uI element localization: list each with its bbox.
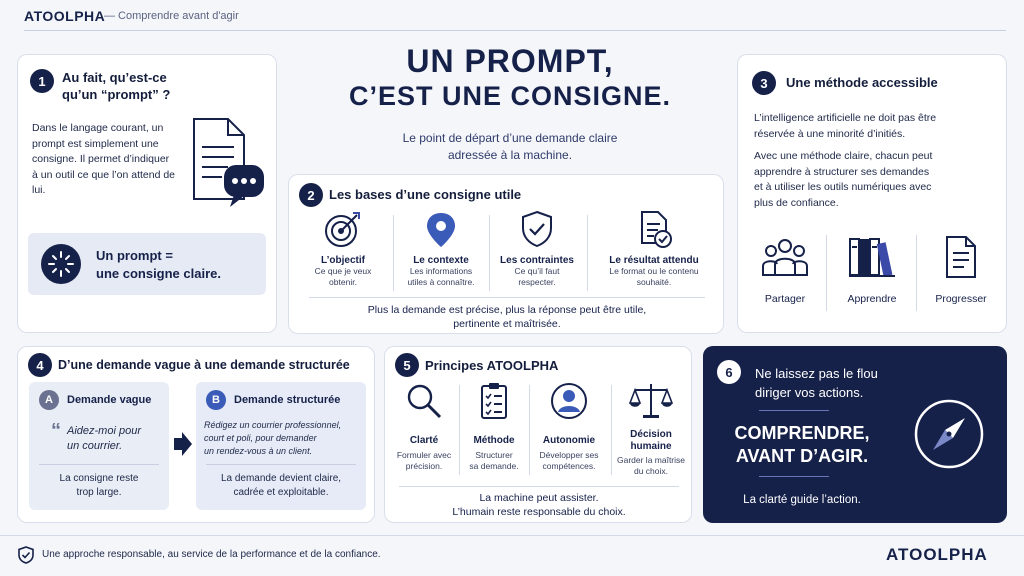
- s2-item-contraintes: [489, 209, 585, 288]
- vague-note-line: trop large.: [76, 487, 122, 498]
- sparkle-icon: [40, 243, 82, 285]
- s2-item-objectif: [295, 209, 391, 288]
- vague-quote-line: un courrier.: [67, 440, 123, 452]
- s2-item-sub: [587, 266, 721, 288]
- location-pin-icon: [421, 209, 461, 249]
- divider: [916, 235, 917, 311]
- s2-item-sub-line: souhaité.: [636, 277, 672, 287]
- s5-item-label-line: Autonomie: [542, 435, 596, 446]
- divider: [826, 235, 827, 311]
- s2-item-sub-line: respecter.: [518, 277, 556, 287]
- section-1-number: 1: [30, 69, 54, 93]
- vague-request-title: Demande vague: [67, 394, 152, 406]
- vague-note-line: La consigne reste: [59, 473, 139, 484]
- structured-quote-line: court et poli, pour demander: [204, 433, 317, 443]
- vague-note: [29, 472, 169, 500]
- section-1-card: [17, 54, 277, 333]
- section-3-p1-line: réservée à une minorité d’initiés.: [754, 127, 906, 140]
- vague-quote: [67, 424, 141, 454]
- s5-item-sub-line: Garder la maîtrise: [616, 455, 686, 465]
- section-4-title: D’une demande vague à une demande structurée: [58, 358, 350, 372]
- s5-item-methode: [459, 381, 529, 472]
- s3-item-progresser: [918, 235, 1004, 305]
- section-1-body: [32, 121, 192, 199]
- magnifier-icon: [404, 381, 444, 421]
- s2-item-label: Les contraintes: [500, 255, 574, 266]
- s2-item-sub-line: obtenir.: [329, 277, 357, 287]
- section-3-p2-line: apprendre à structurer ses demandes: [754, 165, 930, 178]
- footer-divider: [0, 535, 1024, 536]
- s3-item-label: Apprendre: [847, 293, 897, 305]
- s2-item-label: L’objectif: [321, 255, 365, 266]
- section-3-card: [737, 54, 1007, 333]
- section-4-number: 4: [28, 353, 52, 377]
- section-5-title: Principes ATOOLPHA: [425, 358, 559, 373]
- section-6-slogan-line1: COMPRENDRE,: [734, 423, 870, 443]
- s5-item-sub: [529, 450, 609, 472]
- document-chat-icon: [188, 115, 268, 210]
- hero-subtitle: [300, 130, 720, 164]
- person-icon: [549, 381, 589, 421]
- s5-item-label: [459, 435, 529, 446]
- section-3-number: 3: [752, 71, 776, 95]
- section-3-p2-line: plus de confiance.: [754, 196, 839, 209]
- structured-note-line: cadrée et exploitable.: [233, 487, 329, 498]
- section-6-intro-line2: diriger vos actions.: [755, 385, 864, 400]
- header-tagline: — Comprendre avant d'agir: [104, 10, 239, 22]
- section-2-title: Les bases d’une consigne utile: [329, 187, 522, 202]
- section-3-p1-line: L’intelligence artificielle ne doit pas être: [754, 112, 937, 124]
- divider: [206, 464, 356, 465]
- people-icon: [760, 235, 810, 279]
- section-1-body-line: à un outil ce que l’on attend de: [32, 168, 176, 181]
- s5-item-decision: [611, 381, 691, 477]
- s5-item-label-line: Décision: [630, 429, 672, 440]
- section-2-footer-line1: Plus la demande est précise, plus la réponse peut être utile,: [367, 304, 647, 316]
- footer-brand-logo: ATOOLPHA: [886, 545, 988, 564]
- s2-item-sub-line: Les informations: [409, 266, 473, 276]
- section-6-slogan-line2: AVANT D’AGIR.: [735, 446, 869, 466]
- s5-item-sub: [389, 450, 459, 472]
- quote-icon: “: [51, 420, 61, 442]
- s3-item-apprendre: [828, 235, 916, 305]
- s3-item-partager: [744, 235, 826, 305]
- document-icon: [936, 235, 986, 279]
- s5-item-sub-line: compétences.: [542, 461, 596, 471]
- s2-item-contexte: [393, 209, 489, 288]
- s5-item-label: [389, 435, 459, 446]
- s2-item-sub: [489, 266, 585, 288]
- s5-item-label-line: Clarté: [409, 435, 439, 446]
- s2-item-label: Le résultat attendu: [609, 255, 699, 266]
- section-5-footer-line2: L’humain reste responsable du choix.: [452, 506, 626, 518]
- section-2-number: 2: [299, 183, 323, 207]
- section-2-card: [288, 174, 724, 334]
- section-3-paragraph-1: [754, 111, 994, 142]
- section-3-paragraph-2: [754, 149, 994, 211]
- section-5-footer: [385, 491, 693, 519]
- s5-item-sub-line: Structurer: [475, 450, 513, 460]
- badge-a: A: [39, 390, 59, 410]
- s5-item-label: [611, 429, 691, 453]
- s2-item-sub: [393, 266, 489, 288]
- books-icon: [847, 235, 897, 279]
- divider: [399, 486, 679, 487]
- s5-item-label-line: humaine: [630, 441, 672, 452]
- s5-item-sub-line: sa demande.: [469, 461, 519, 471]
- s2-item-sub-line: Ce qu’il faut: [514, 266, 560, 276]
- section-1-title-line1: Au fait, qu’est-ce: [62, 70, 167, 85]
- divider: [39, 464, 159, 465]
- arrow-right-icon: [172, 432, 194, 456]
- s5-item-sub-line: Formuler avec: [396, 450, 452, 460]
- target-icon: [323, 209, 363, 249]
- s2-item-resultat: [587, 209, 721, 288]
- s3-item-label: Partager: [764, 293, 806, 305]
- section-4-card: [17, 346, 375, 523]
- hero-title-line1: UN PROMPT,: [406, 43, 614, 79]
- section-1-body-line: consigne. Il permet d’indiquer: [32, 153, 170, 165]
- section-3-title: Une méthode accessible: [786, 75, 938, 90]
- badge-b: B: [206, 390, 226, 410]
- s2-item-sub-line: Ce que je veux: [314, 266, 372, 276]
- section-6-intro-line1: Ne laissez pas le flou: [755, 366, 878, 381]
- s5-item-sub-line: précision.: [405, 461, 443, 471]
- structured-request-panel: [196, 382, 366, 510]
- section-6-footer: La clarté guide l’action.: [743, 494, 861, 506]
- section-2-footer: [289, 303, 725, 331]
- section-1-highlight: [28, 233, 266, 295]
- section-1-highlight-text: [96, 247, 221, 283]
- hero-subtitle-line1: Le point de départ d’une demande claire: [402, 131, 618, 145]
- s3-item-label: Progresser: [935, 293, 987, 305]
- s5-item-label: [529, 435, 609, 446]
- s2-item-sub: [295, 266, 391, 288]
- s5-item-label-line: Méthode: [473, 435, 515, 446]
- section-1-title: [62, 69, 170, 103]
- scales-icon: [629, 381, 673, 421]
- checklist-icon: [474, 381, 514, 421]
- section-5-footer-line1: La machine peut assister.: [479, 492, 599, 504]
- structured-quote-line: Rédigez un courrier professionnel,: [204, 420, 342, 430]
- section-3-p2-line: et à utiliser les outils numériques avec: [754, 181, 932, 193]
- s5-item-clarte: [389, 381, 459, 472]
- s5-item-sub: [459, 450, 529, 472]
- section-1-body-line: lui.: [32, 184, 46, 196]
- s5-item-autonomie: [529, 381, 609, 472]
- section-2-footer-line2: pertinente et maîtrisée.: [453, 318, 561, 330]
- s2-item-label: Le contexte: [413, 255, 469, 266]
- s5-item-sub: [611, 455, 691, 477]
- vague-quote-line: Aidez-moi pour: [67, 425, 141, 437]
- compass-icon: [913, 398, 985, 470]
- structured-quote-line: un rendez-vous à un client.: [204, 446, 313, 456]
- hero-subtitle-line2: adressée à la machine.: [447, 148, 573, 162]
- highlight-line2: une consigne claire.: [96, 266, 221, 281]
- section-3-p2-line: Avec une méthode claire, chacun peut: [754, 150, 933, 162]
- divider: [759, 476, 829, 477]
- structured-note: [196, 472, 366, 500]
- s5-item-sub-line: du choix.: [633, 466, 669, 476]
- document-check-icon: [634, 209, 674, 249]
- footer-text: Une approche responsable, au service de la performance et de la confiance.: [42, 549, 381, 560]
- header-brand: ATOOLPHA: [24, 8, 106, 24]
- header-divider: [24, 30, 1006, 31]
- section-6-slogan: [717, 422, 887, 468]
- hero-title-line2: C’EST UNE CONSIGNE.: [348, 81, 672, 111]
- vague-request-panel: [29, 382, 169, 510]
- s2-item-sub-line: utiles à connaître.: [407, 277, 475, 287]
- section-6-intro: [755, 364, 878, 402]
- section-5-card: [384, 346, 692, 523]
- hero-title: [290, 42, 730, 112]
- structured-quote: [204, 419, 364, 458]
- s2-item-sub-line: Le format ou le contenu: [609, 266, 699, 276]
- section-1-title-line2: qu’un “prompt” ?: [62, 87, 171, 102]
- section-5-number: 5: [395, 353, 419, 377]
- structured-note-line: La demande devient claire,: [220, 473, 342, 484]
- section-1-body-line: Dans le langage courant, un: [32, 122, 164, 134]
- s5-item-sub-line: Développer ses: [539, 450, 599, 460]
- shield-check-icon: [517, 209, 557, 249]
- divider: [759, 410, 829, 411]
- shield-check-icon: [18, 546, 34, 564]
- section-6-card: [703, 346, 1007, 523]
- structured-request-title: Demande structurée: [234, 394, 341, 406]
- highlight-line1: Un prompt =: [96, 248, 173, 263]
- section-1-body-line: prompt est simplement une: [32, 137, 159, 150]
- divider: [309, 297, 705, 298]
- section-6-number: 6: [717, 360, 741, 384]
